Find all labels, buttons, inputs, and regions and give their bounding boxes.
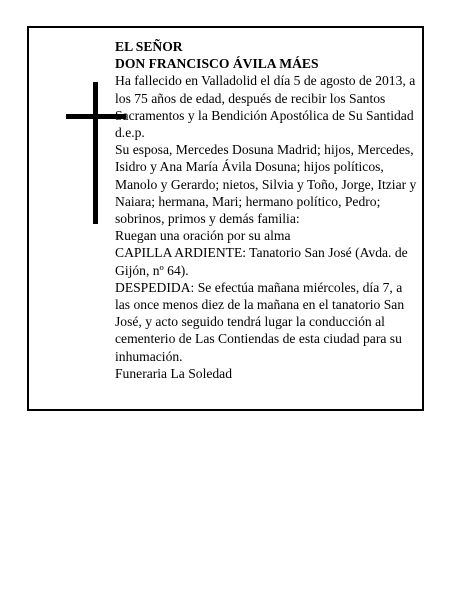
deceased-name: DON FRANCISCO ÁVILA MÁES (115, 56, 319, 72)
prayer-request: Ruegan una oración por su alma (115, 228, 291, 244)
cross-vertical-bar (93, 82, 98, 224)
family-list: Su esposa, Mercedes Dosuna Madrid; hijos, Mercedes, Isidro y Ana María Ávila Dosuna; hijos políticos, Manolo y Gerardo; nietos, Silvia y Toño, Jorge, Itziar y Naiara; hermana, Mari; hermano político, Pedro; sobrinos, primos y demás familia: (115, 142, 417, 227)
funeral-home: Funeraria La Soledad (115, 365, 233, 381)
notice-text-block (115, 38, 420, 382)
chapel-info: CAPILLA ARDIENTE: Tanatorio San José (Avda. de Gijón, nº 64). (115, 245, 408, 278)
farewell-info: DESPEDIDA: Se efectúa mañana miércoles, día 7, a las once menos diez de la mañana en el tanatorio San José, y acto seguido tendrá lugar la conducción al cementerio de Las Contiendas de esta ciudad para su inhumación. (115, 279, 405, 364)
death-info: Ha fallecido en Valladolid el día 5 de agosto de 2013, a los 75 años de edad, después de recibir los Santos Sacramentos y la Bendición Apostólica de Su Santidad d.e.p. (115, 73, 416, 141)
deceased-title: EL SEÑOR (115, 39, 183, 54)
